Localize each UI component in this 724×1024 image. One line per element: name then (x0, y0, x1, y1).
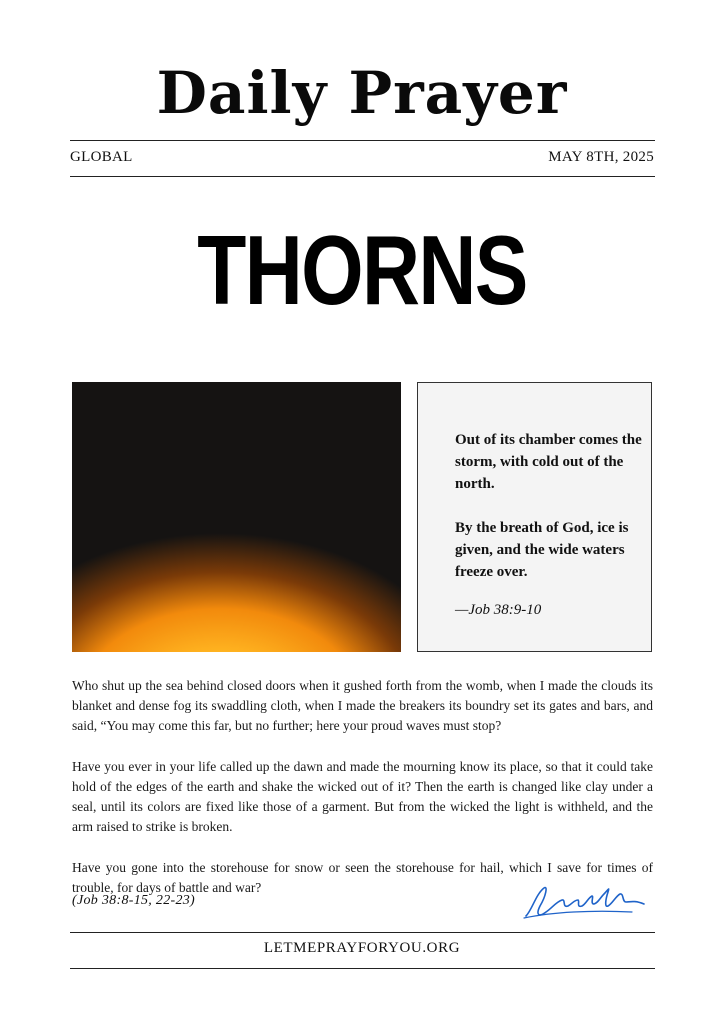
quote-citation: —Job 38:9-10 (455, 602, 542, 618)
masthead (0, 58, 724, 128)
quote-stanza-2: By the breath of God, ice is given, and the wide waters freeze over. (455, 520, 629, 580)
footer-top-divider (70, 932, 655, 933)
quote-text (455, 429, 645, 605)
body-paragraph: Who shut up the sea behind closed doors when it gushed forth from the womb, when I made the clouds its blanket and dense fog its swaddling cloth, when I made the breakers its boundry set its gates and bars, and said, “You may come this far, but no further; here your proud waves must stop? (72, 678, 653, 733)
date-label: MAY 8TH, 2025 (548, 149, 654, 165)
hero-image (72, 382, 401, 652)
meta-divider (70, 176, 655, 177)
headline: THORNS (197, 215, 527, 325)
top-divider (70, 140, 655, 141)
signature (522, 882, 648, 924)
region-label: GLOBAL (70, 149, 133, 165)
masthead-title: Daily Prayer (156, 59, 568, 127)
footer-bottom-divider (70, 968, 655, 969)
body-paragraph: Have you ever in your life called up the dawn and made the mourning know its place, so that it could take hold of the edges of the earth and shake the wicked out of it? Then the earth is changed like clay under a seal, until its colors are fixed like those of a garment. But from the wicked the light is withheld, and the arm raised to strike is broken. (72, 759, 653, 834)
scripture-reference: (Job 38:8-15, 22-23) (72, 893, 196, 908)
body-paragraph: Have you gone into the storehouse for snow or seen the storehouse for hail, which I save for times of trouble, for days of battle and war? (72, 860, 653, 895)
quote-box (417, 382, 652, 652)
footer-website: LETMEPRAYFORYOU.ORG (263, 940, 461, 956)
quote-stanza-1: Out of its chamber comes the storm, with cold out of the north. (455, 432, 642, 492)
